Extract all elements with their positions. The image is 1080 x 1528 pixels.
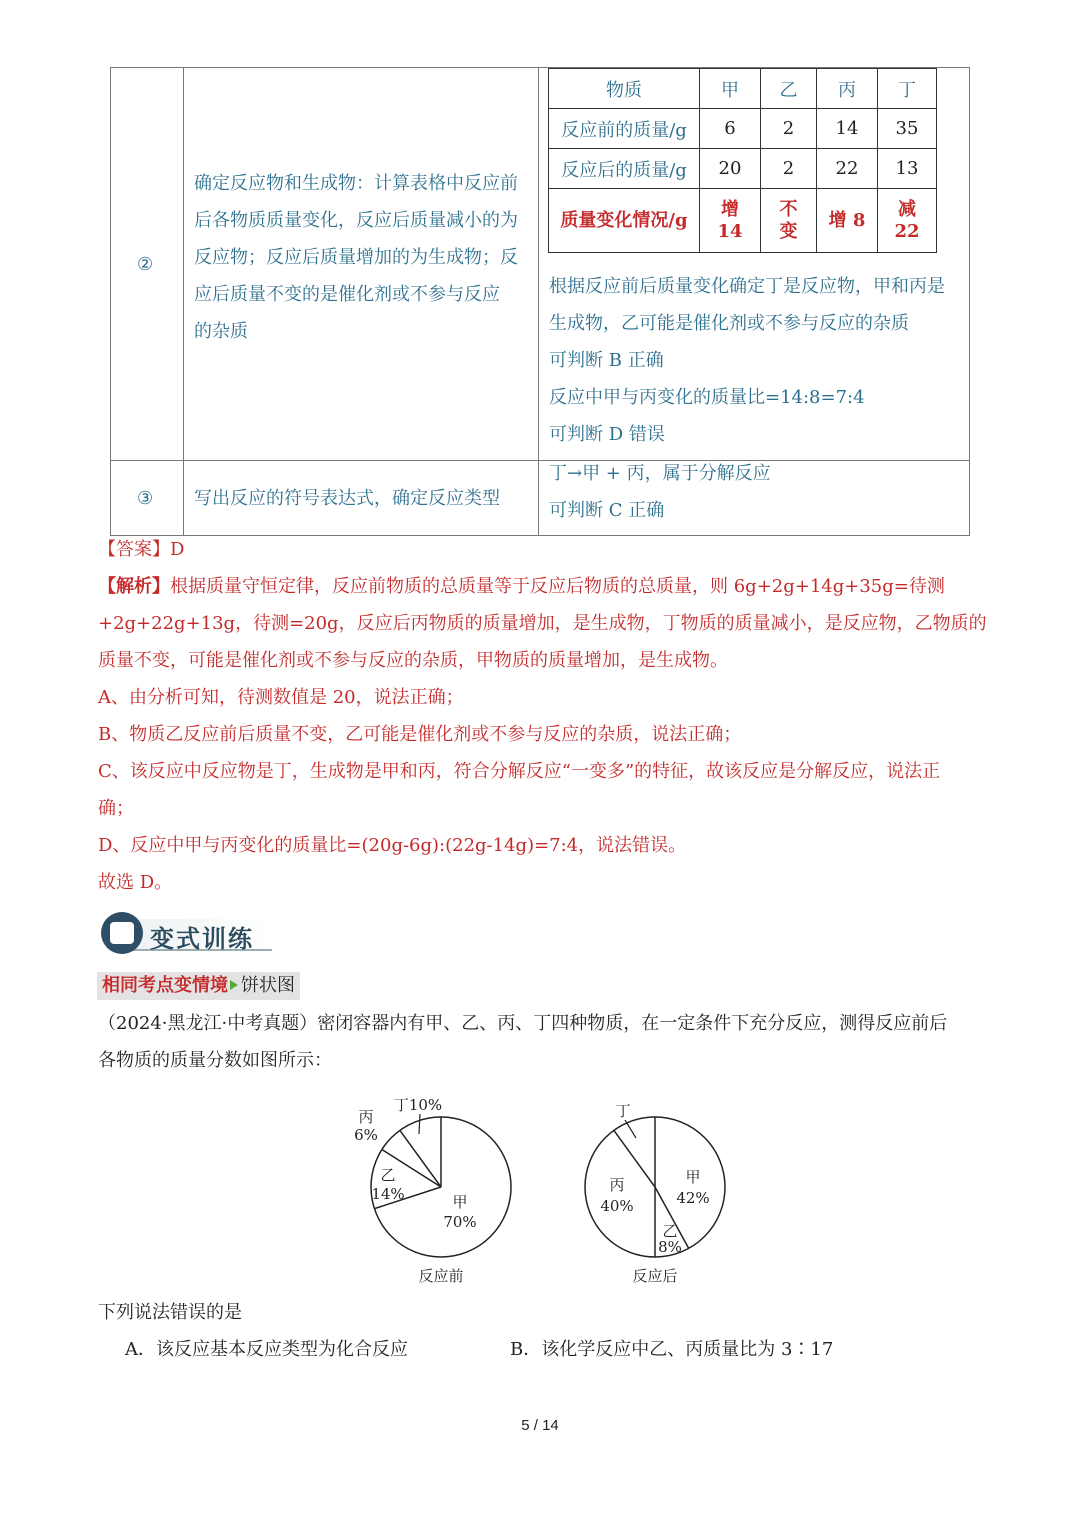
table-row: 反应前的质量/g 6 2 14 35 [549,109,937,149]
pie-chart-before [354,1096,511,1285]
row-2-description: 确定反应物和生成物：计算表格中反应前 后各物质质量变化，反应后质量减小的为 反应物；反应后质量增加的为生成物；反 应后质量不变的是催化剂或不参与反应 的杂质 [194,173,518,342]
section-title: 变式训练 [150,925,254,953]
pie-title: 反应后 [632,1267,678,1285]
pie-label: 甲 [685,1168,701,1186]
answer: 【答案】D [98,539,185,560]
flask-icon [101,912,143,954]
pie-title: 反应前 [418,1267,464,1285]
topic-tag: 相同考点变情境 饼状图 [97,972,300,1000]
pie-label: 丙 [609,1176,625,1194]
table-row: 反应后的质量/g 20 2 22 13 [549,149,937,189]
table-divider [538,67,539,536]
pie-value-label: 8% [658,1238,682,1256]
pie-label: 丁 [615,1102,631,1120]
row-3-description: 写出反应的符号表达式，确定反应类型 [194,488,500,509]
pie-label: 丙 [358,1108,374,1126]
pie-value-label: 丁10% [393,1096,443,1114]
pie-label: 乙 [380,1166,396,1184]
page-number: 5 / 14 [521,1417,559,1434]
table-divider [110,460,970,461]
pie-label: 乙 [662,1222,678,1240]
pie-charts [340,1090,740,1290]
table-row: 质量变化情况/g 增 14 不 变 增 8 减 22 [549,189,937,253]
pie-value-label: 70% [443,1213,477,1231]
mass-table [548,68,937,253]
arrow-icon [230,980,238,990]
pie-value-label: 40% [600,1197,634,1215]
prompt: 下列说法错误的是 [98,1302,242,1323]
row-2-analysis: 根据反应前后质量变化确定丁是反应物，甲和丙是 生成物，乙可能是催化剂或不参与反应的杂质 可判断 B 正确 反应中甲与丙变化的质量比=14:8=7:4 可判断 D 错误 [549,276,945,445]
pie-value-label: 42% [676,1189,710,1207]
pie-value-label: 6% [354,1126,378,1144]
table-row: 物质 甲 乙 丙 丁 [549,69,937,109]
table-divider [183,67,184,536]
explanation: 【解析】根据质量守恒定律，反应前物质的总质量等于反应后物质的总质量，则 6g+2g+14g+35g=待测 +2g+22g+13g，待测=20g，反应后丙物质的质量增加，是生成物，丁物质的质量减小，是反应物，乙物质的 质量不变，可能是催化剂或不参与反应的杂质，甲物质的质量增加，是生成物。 A、由分析可知，待测数值是 20，说法正确； B、物质乙反应前后质量不变，乙可能是催化剂或不参与反应的杂质，说法正确； C、该反应中反应物是丁，生成物是甲和丙，符合分解反应“一变多”的特征，故该反应是分解反应，说法正 确； D、反应中甲与丙变化的质量比=(20g-6g):(22g-14g)=7:4，说法错误。 故选 D。 [98,576,987,893]
pie-chart-after [585,1102,725,1285]
row-2-number: ② [137,254,154,275]
option-b[interactable]: B．该化学反应中乙、丙质量比为 3∶17 [510,1339,834,1360]
row-3-analysis: 丁→甲 + 丙，属于分解反应 可判断 C 正确 [549,463,771,521]
option-a[interactable]: A．该反应基本反应类型为化合反应 [125,1339,408,1360]
pie-value-label: 14% [371,1185,405,1203]
question-text: （2024·黑龙江·中考真题）密闭容器内有甲、乙、丙、丁四种物质，在一定条件下充分反应，测得反应前后 各物质的质量分数如图所示： [98,1013,948,1071]
row-3-number: ③ [137,488,154,509]
pie-label: 甲 [452,1193,468,1211]
